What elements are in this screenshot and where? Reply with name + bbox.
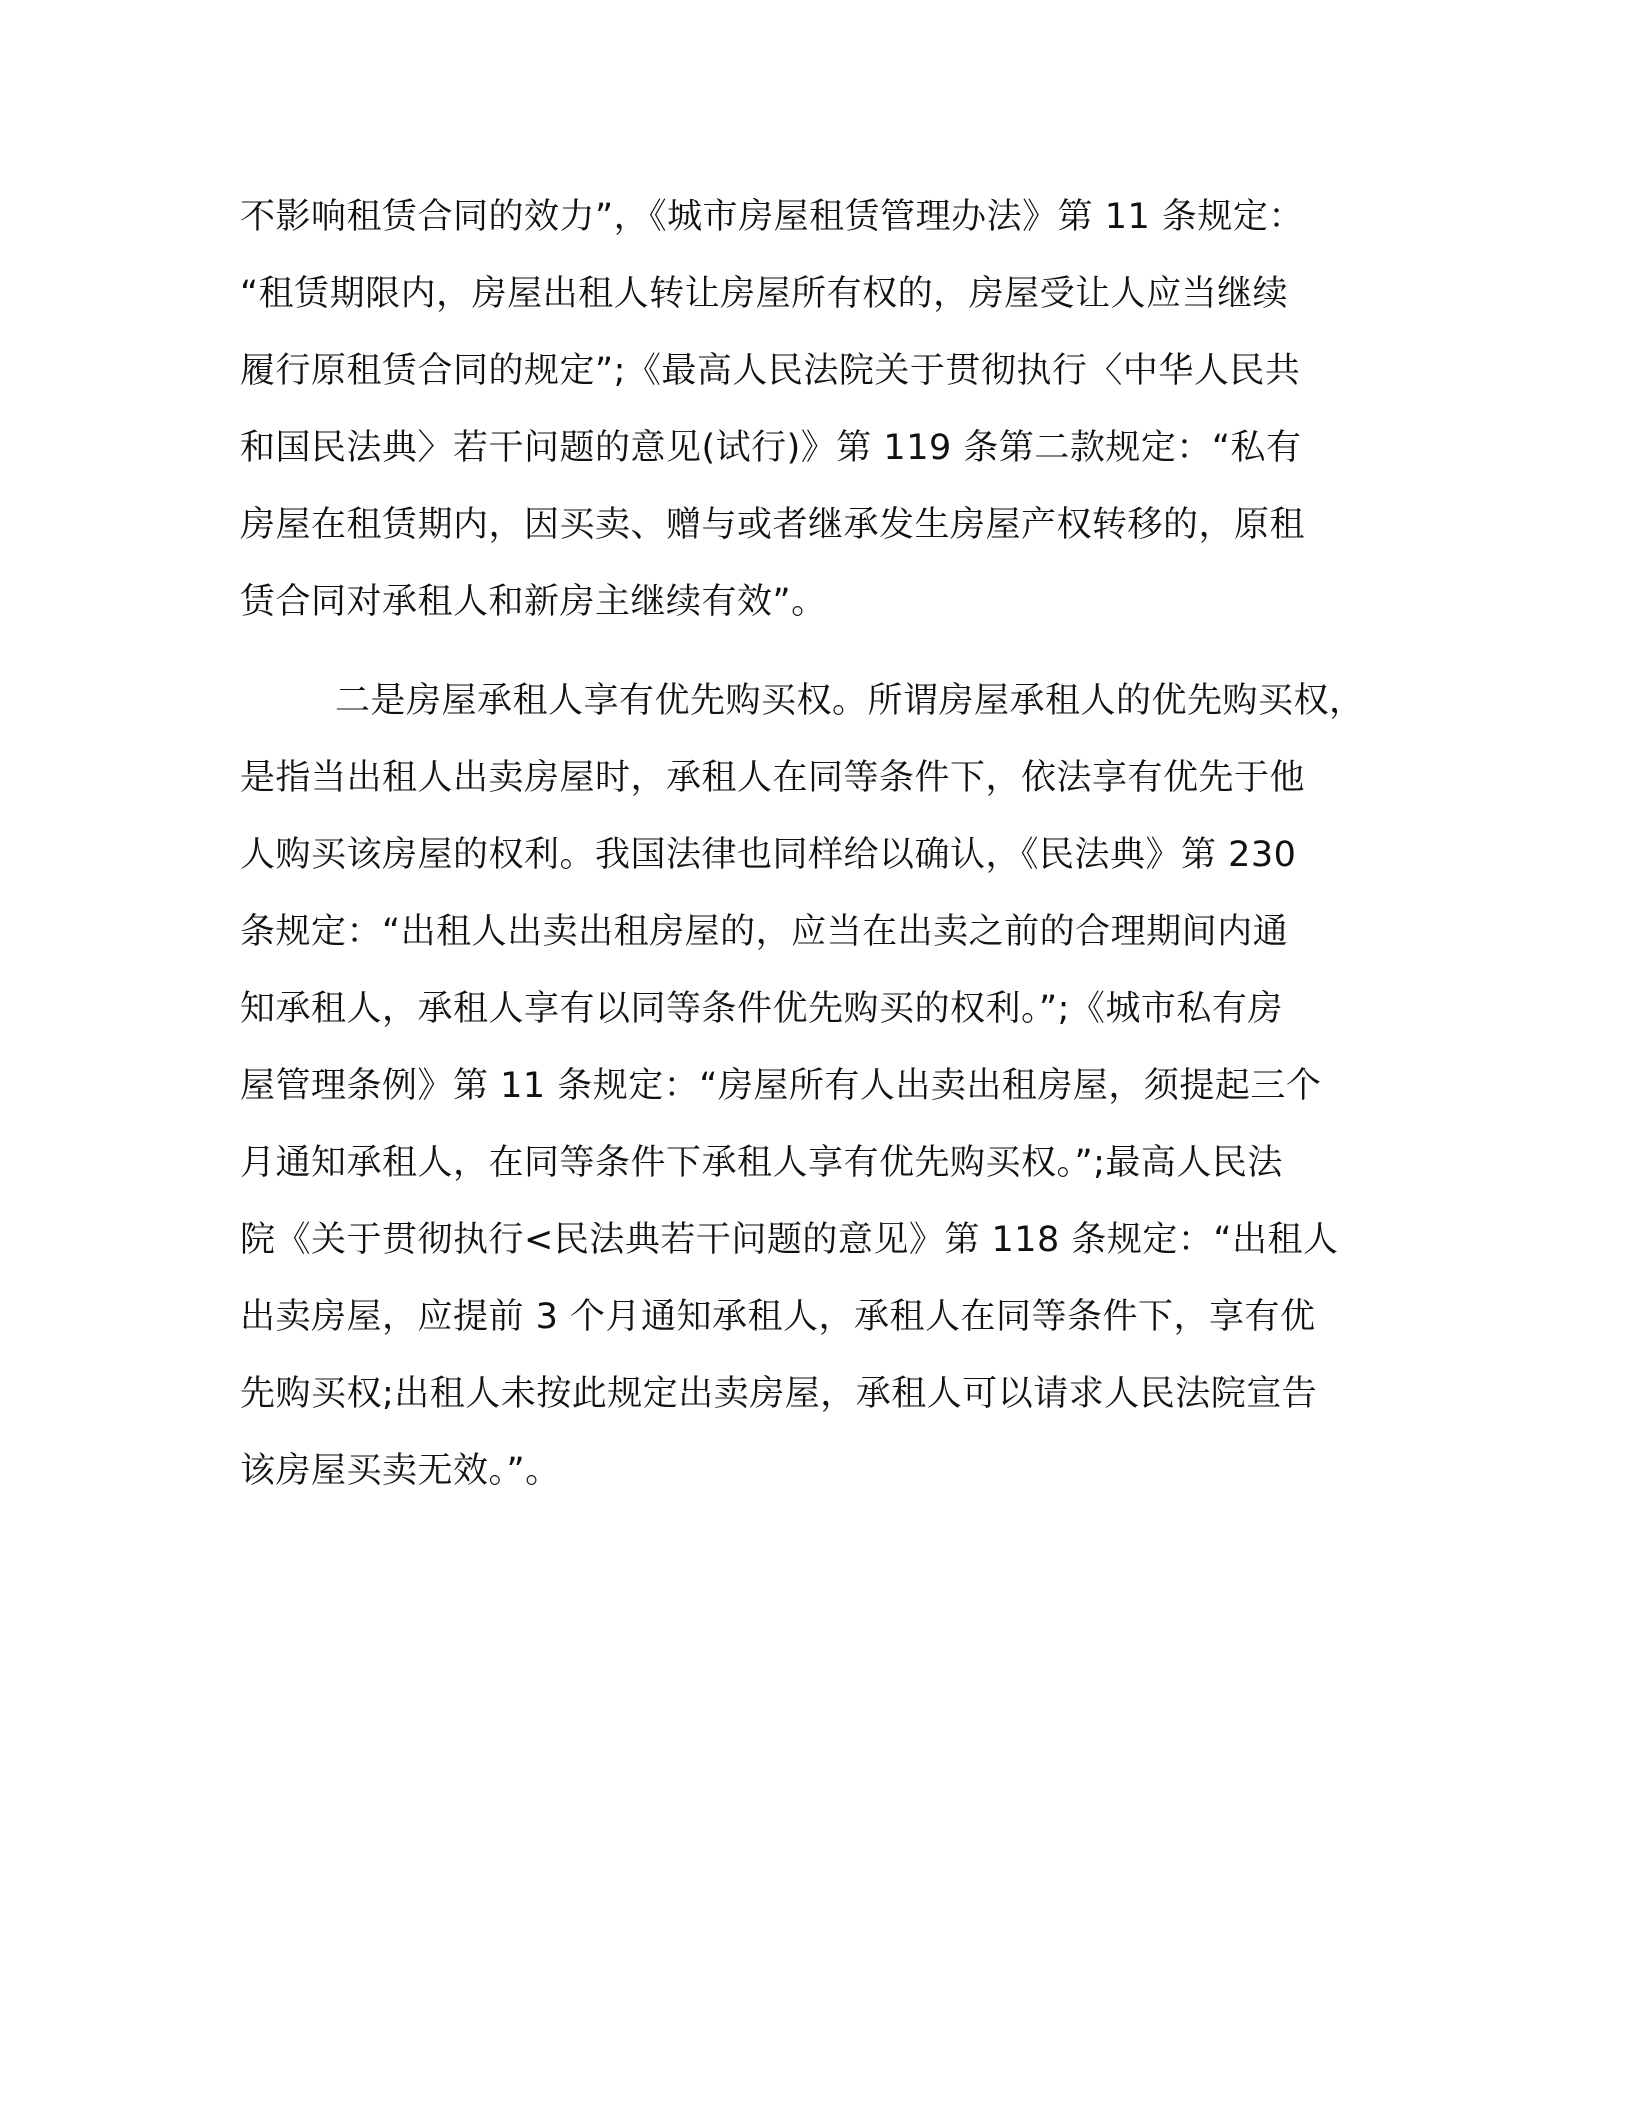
- paragraph-line: 赁合同对承租人和新房主继续有效”。: [240, 582, 827, 622]
- paragraph-line: 月通知承租人，在同等条件下承租人享有优先购买权。”;最高人民法: [240, 1143, 1283, 1183]
- paragraph-line: 出卖房屋，应提前 3 个月通知承租人，承租人在同等条件下，享有优: [240, 1297, 1316, 1337]
- paragraph-line: 该房屋买卖无效。”。: [240, 1451, 561, 1491]
- paragraph-line: 院《关于贯彻执行<民法典若干问题的意见》第 118 条规定：“出租人: [240, 1220, 1339, 1260]
- paragraph-line: 人购买该房屋的权利。我国法律也同样给以确认，《民法典》第 230: [240, 835, 1297, 875]
- paragraph-line: “租赁期限内，房屋出租人转让房屋所有权的，房屋受让人应当继续: [240, 274, 1289, 314]
- paragraph-line: 先购买权;出租人未按此规定出卖房屋，承租人可以请求人民法院宣告: [240, 1374, 1318, 1414]
- paragraph-line: 条规定：“出租人出卖出租房屋的，应当在出卖之前的合理期间内通: [240, 912, 1289, 952]
- paragraph-line: 房屋在租赁期内，因买卖、赠与或者继承发生房屋产权转移的，原租: [240, 505, 1306, 545]
- paragraph-line: 二是房屋承租人享有优先购买权。所谓房屋承租人的优先购买权，: [335, 681, 1365, 721]
- paragraph-line: 知承租人，承租人享有以同等条件优先购买的权利。”;《城市私有房: [240, 989, 1283, 1029]
- paragraph-line: 不影响租赁合同的效力”，《城市房屋租赁管理办法》第 11 条规定：: [240, 197, 1304, 237]
- paragraph-line: 是指当出租人出卖房屋时，承租人在同等条件下，依法享有优先于他: [240, 758, 1306, 798]
- paragraph-line: 履行原租赁合同的规定”;《最高人民法院关于贯彻执行〈中华人民共: [240, 351, 1301, 391]
- paragraph-line: 屋管理条例》第 11 条规定：“房屋所有人出卖出租房屋，须提起三个: [240, 1066, 1322, 1106]
- paragraph-line: 和国民法典〉若干问题的意见(试行)》第 119 条第二款规定：“私有: [240, 428, 1302, 468]
